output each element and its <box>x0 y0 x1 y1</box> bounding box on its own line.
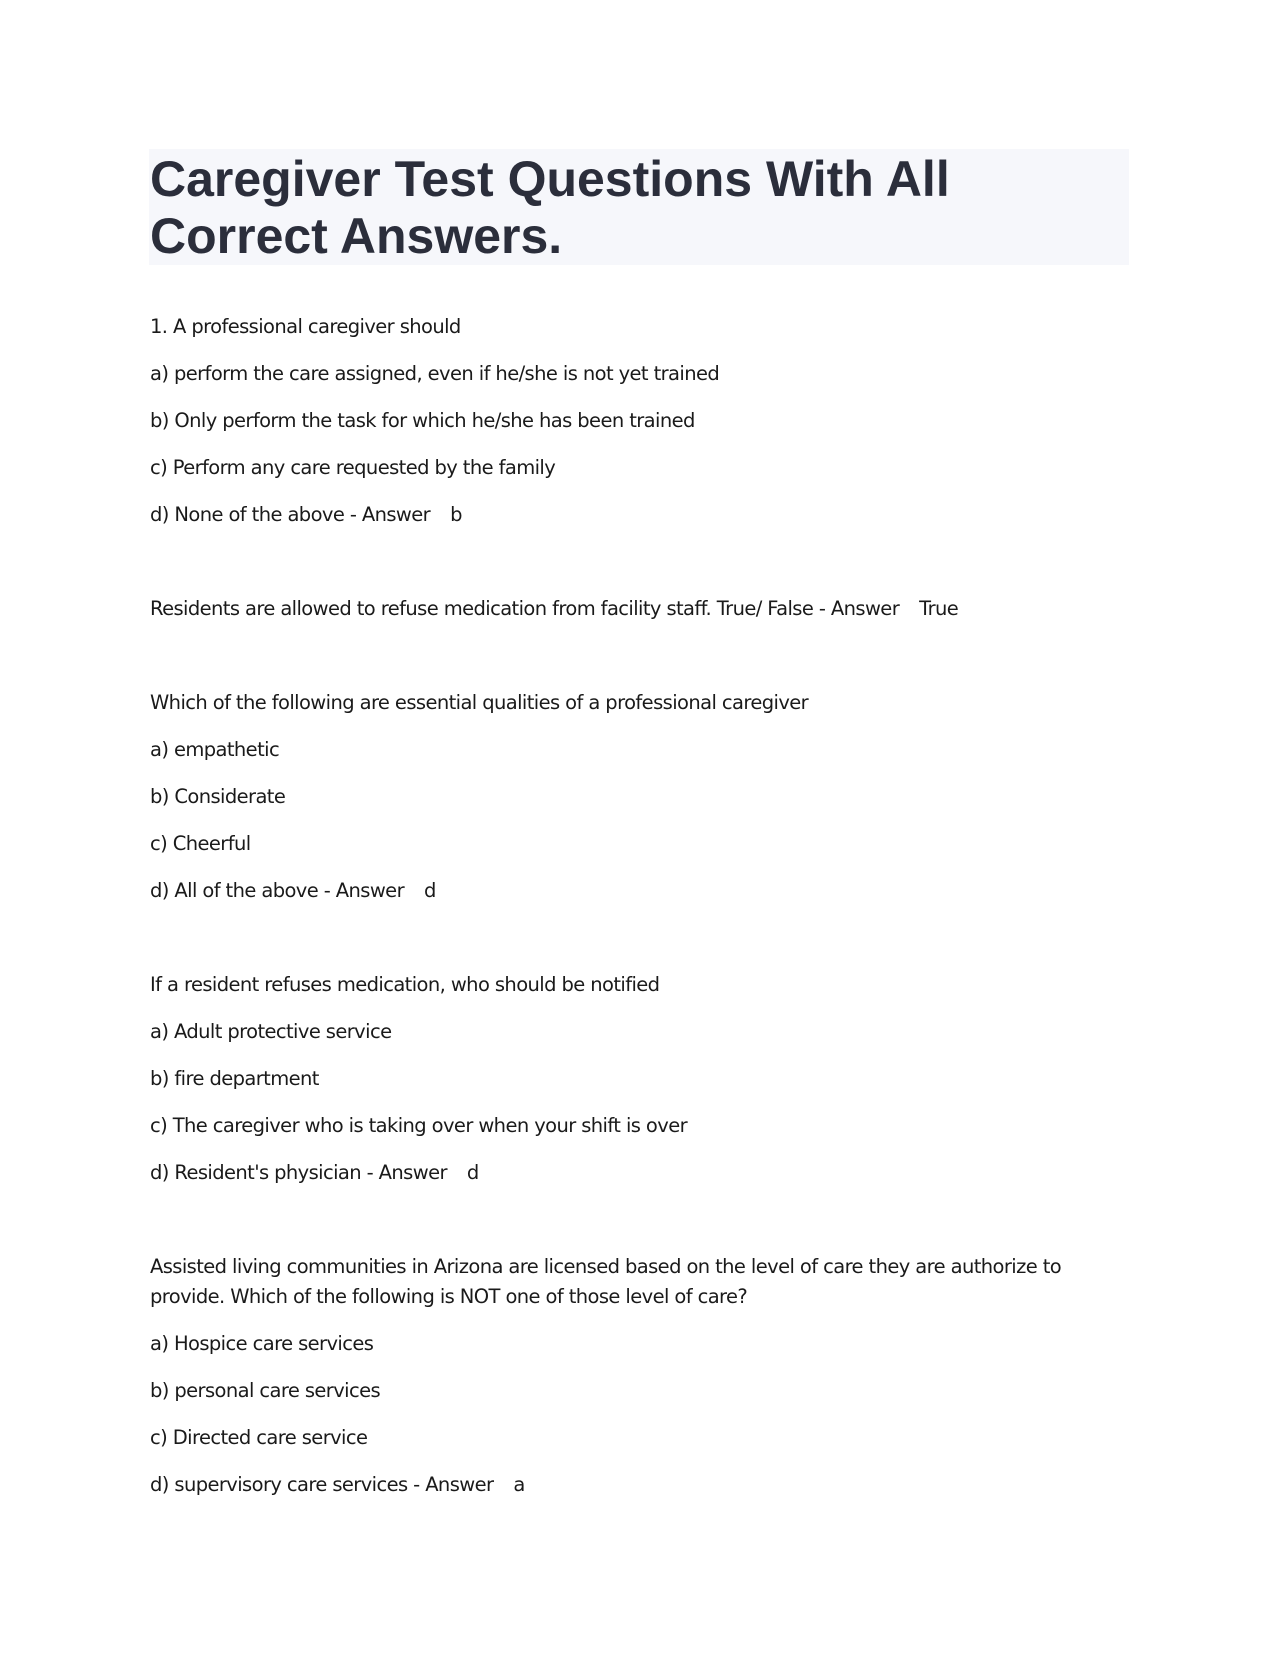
question-1-option-c: c) Perform any care requested by the family <box>150 456 556 479</box>
question-2-answer: True <box>919 597 959 620</box>
question-5-option-c: c) Directed care service <box>150 1426 368 1449</box>
document-title: Caregiver Test Questions With All Correct Answers. <box>150 151 950 264</box>
question-5-text: Assisted living communities in Arizona are licensed based on the level of care they are authorize to provide. Which of the following is NOT one of those level of care? <box>150 1255 1062 1308</box>
question-2-text <box>150 594 1130 624</box>
question-5-option-b: b) personal care services <box>150 1379 381 1402</box>
question-4-option-a: a) Adult protective service <box>150 1020 392 1043</box>
question-3-answer: d <box>424 879 436 902</box>
title-banner <box>149 149 1129 265</box>
question-1-option-a: a) perform the care assigned, even if he/she is not yet trained <box>150 362 720 385</box>
question-4-option-d <box>150 1158 1130 1188</box>
question-4-option-c: c) The caregiver who is taking over when your shift is over <box>150 1114 688 1137</box>
question-4-text: If a resident refuses medication, who should be notified <box>150 973 660 996</box>
question-4-option-b: b) fire department <box>150 1067 319 1090</box>
question-2-statement: Residents are allowed to refuse medication from facility staff. True/ False - Answer <box>150 597 900 620</box>
question-1-answer: b <box>450 503 462 526</box>
question-3-option-d <box>150 876 1130 906</box>
question-5-option-d <box>150 1470 1130 1500</box>
question-4-option-d-text: d) Resident's physician - Answer <box>150 1161 447 1184</box>
question-3-text: Which of the following are essential qualities of a professional caregiver <box>150 691 809 714</box>
question-3-option-d-text: d) All of the above - Answer <box>150 879 405 902</box>
question-1-option-d-text: d) None of the above - Answer <box>150 503 431 526</box>
document-body <box>150 312 1130 1517</box>
question-3-option-b: b) Considerate <box>150 785 286 808</box>
question-3-option-a: a) empathetic <box>150 738 280 761</box>
question-5-answer: a <box>513 1473 525 1496</box>
question-1-option-b: b) Only perform the task for which he/she has been trained <box>150 409 695 432</box>
question-1-option-d <box>150 500 1130 530</box>
question-1-text: 1. A professional caregiver should <box>150 315 461 338</box>
question-5-option-a: a) Hospice care services <box>150 1332 374 1355</box>
question-5-option-d-text: d) supervisory care services - Answer <box>150 1473 494 1496</box>
question-4-answer: d <box>466 1161 479 1184</box>
question-3-option-c: c) Cheerful <box>150 832 251 855</box>
